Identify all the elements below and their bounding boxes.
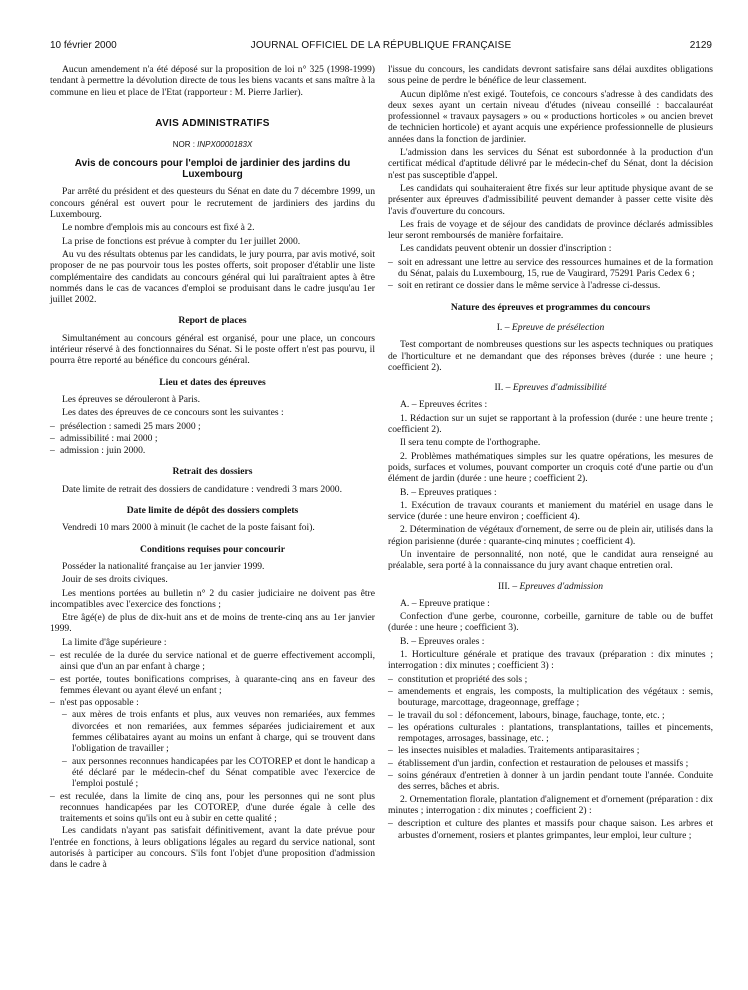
paragraph: Il sera tenu compte de l'orthographe.	[400, 437, 541, 449]
ornementation-list	[388, 818, 713, 841]
paragraph: Les candidats qui souhaiteraient être fixés sur leur aptitude physique avant de se présenter aux épreuves d'admissibilité peuvent demander à passer cette visite dès l'avis d'ouverture du concours.	[388, 182, 713, 217]
section-heading-depot: Date limite de dépôt des dossiers complets	[126, 505, 299, 517]
list-item: – description et culture des plantes et massifs pour chaque saison. Les arbres et arbustes d'ornement, rosiers et plantes grimpantes, leur emploi, leur culture ;	[388, 818, 713, 841]
paragraph: L'admission dans les services du Sénat est subordonnée à la production d'un certificat médical d'aptitude délivré par le médecin-chef du Sénat, dont la décision n'est pas susceptible d'appel.	[388, 147, 713, 181]
section-heading-retrait: Retrait des dossiers	[172, 466, 253, 478]
section-heading-conditions: Conditions requises pour concourir	[140, 543, 285, 555]
paragraph: Un inventaire de personnalité, non noté, que le candidat aura renseigné au préalable, sera porté à la connaissance du jury avant chaque entretien oral.	[388, 548, 713, 572]
header-date: 10 février 2000	[50, 40, 117, 51]
paragraph: 1. Exécution de travaux courants et maniement du matériel en usage dans le service (durée : une heure environ ; coefficient 4).	[388, 499, 713, 523]
horticulture-list	[388, 674, 713, 793]
nor-code: INPX0000183X	[197, 140, 253, 150]
subsection-title: Epreuves d'admissibilité	[512, 382, 607, 394]
paragraph: Aucun diplôme n'est exigé. Toutefois, ce concours s'adresse à des candidats des deux sexes ayant un certain niveau d'études (niveau conseillé : baccalauréat professionnel « travaux paysagers » ou « productions horticoles » ou ancien brevet de technicien horticole) et ayant acquis une expérience professionnelle de plusieurs années dans la fonction de jardinier.	[388, 88, 713, 145]
age-limit-list	[50, 650, 375, 824]
list-item: – constitution et propriété des sols ;	[388, 674, 713, 685]
paragraph: 2. Problèmes mathématiques simples sur les quatre opérations, les mesures de poids, surfaces et volumes, pouvant comporter un croquis coté d'une partie ou d'un élément de jardin (durée : une heure ; coefficient 2).	[388, 450, 713, 485]
list-item: – établissement d'un jardin, confection et restauration de pelouses et massifs ;	[388, 758, 713, 769]
sub-list-item: – aux personnes reconnues handicapées par les COTOREP et dont le handicap a été déclaré par le médecin-chef du Sénat compatible avec l'exercice de l'emploi postulé ;	[50, 756, 375, 790]
subsection-title: Epreuves d'admission	[519, 580, 604, 592]
paragraph: Etre âgé(e) de plus de dix-huit ans et de moins de trente-cinq ans au 1er janvier 1999.	[50, 612, 375, 635]
list-item: – n'est pas opposable :	[50, 697, 375, 708]
paragraph: l'issue du concours, les candidats devront satisfaire sans délai auxdites obligations sous peine de perdre le bénéfice de leur classement.	[388, 64, 713, 87]
subsection-title: Epreuve de présélection	[511, 321, 605, 333]
paragraph: B. – Epreuves orales :	[400, 635, 485, 647]
paragraph: Les mentions portées au bulletin n° 2 du casier judiciaire ne doivent pas être incompatibles avec l'exercice des fonctions ;	[50, 587, 375, 610]
paragraph: Simultanément au concours général est organisé, pour une place, un concours intérieur réservé à des fonctionnaires du Sénat. Si le poste offert n'est pas pourvu, il pourra être reporté au bénéfice du concours général.	[50, 332, 375, 367]
dossier-list	[388, 257, 713, 292]
subsection-number: I. –	[496, 321, 512, 333]
list-item: – admission : juin 2000.	[50, 445, 375, 456]
paragraph: Les épreuves se dérouleront à Paris.	[62, 393, 200, 405]
list-item: – amendements et engrais, les composts, la multiplication des végétaux : semis, bouturage, marcottage, drageonnage, greffage ;	[388, 686, 713, 709]
journal-title: JOURNAL OFFICIEL DE LA RÉPUBLIQUE FRANÇAISE	[250, 40, 512, 51]
paragraph: B. – Epreuves pratiques :	[400, 486, 497, 498]
list-item: – est reculée de la durée du service national et de guerre effectivement accompli, ainsi que d'un an par enfant à charge ;	[50, 650, 375, 673]
subsection-number: III. –	[497, 580, 520, 592]
paragraph: A. – Epreuves écrites :	[400, 399, 488, 411]
paragraph: Jouir de ses droits civiques.	[62, 574, 168, 586]
paragraph: Confection d'une gerbe, couronne, corbeille, garniture de table ou de buffet (durée : une heure ; coefficient 3).	[388, 611, 713, 634]
paragraph: Date limite de retrait des dossiers de candidature : vendredi 3 mars 2000.	[62, 483, 342, 495]
list-item: – présélection : samedi 25 mars 2000 ;	[50, 421, 375, 432]
list-item: – est reculée, dans la limite de cinq ans, pour les personnes qui ne sont plus reconnues handicapées par les COTOREP, d'une durée égale à celle des traitements et soins qu'ils ont eu à subir en cette qualité ;	[50, 791, 375, 825]
paragraph: 2. Ornementation florale, plantation d'alignement et d'ornement (préparation : dix minutes ; interrogation : dix minutes ; coefficient 2) :	[388, 793, 713, 816]
paragraph: 1. Rédaction sur un sujet se rapportant à la profession (durée : une heure trente ; coefficient 2).	[388, 412, 713, 436]
paragraph: La limite d'âge supérieure :	[62, 636, 167, 648]
subsection-heading-admission	[388, 581, 713, 592]
paragraph: A. – Epreuve pratique :	[400, 597, 490, 609]
avis-title: AVIS ADMINISTRATIFS	[155, 117, 270, 129]
list-item: – le travail du sol : défoncement, labours, binage, fauchage, tonte, etc. ;	[388, 710, 713, 721]
section-heading-nature: Nature des épreuves et programmes du concours	[450, 301, 651, 313]
list-item: – les opérations culturales : plantations, transplantations, tailles et pincements, rempotages, arrosages, bassinage, etc. ;	[388, 722, 713, 745]
sub-list-item: – aux mères de trois enfants et plus, aux veuves non remariées, aux femmes divorcées et non remariées, aux femmes séparées judiciairement et aux femmes célibataires ayant au moins un enfant à charge, qui se trouvent dans l'obligation de travailler ;	[50, 709, 375, 754]
paragraph: Les candidats n'ayant pas satisfait définitivement, avant la date prévue pour l'entrée en fonctions, à leurs obligations légales au regard du service national, sont autorisés à participer au concours. S'ils font l'objet d'une proposition d'admission dans le cadre à	[50, 825, 375, 871]
intro-paragraph: Aucun amendement n'a été déposé sur la proposition de loi n° 325 (1998-1999) tendant à permettre la dévolution directe de tous les biens vacants et sans maître à la commune en lieu et place de l'Etat (rapporteur : M. Pierre Jarlier).	[50, 64, 375, 98]
section-heading-lieu: Lieu et dates des épreuves	[159, 376, 266, 388]
paragraph: Les dates des épreuves de ce concours sont les suivantes :	[62, 407, 284, 419]
paragraph: 1. Horticulture générale et pratique des travaux (préparation : dix minutes ; interrogation : dix minutes ; coefficient 3) :	[388, 649, 713, 672]
list-item: – soins généraux d'entretien à donner à un jardin pendant toute l'année. Conduite des serres, bâches et abris.	[388, 770, 713, 793]
paragraph: Les candidats peuvent obtenir un dossier d'inscription :	[400, 243, 612, 255]
list-item: – soit en adressant une lettre au service des ressources humaines et de la formation du Sénat, palais du Luxembourg, 15, rue de Vaugirard, 75291 Paris Cedex 6 ;	[388, 257, 713, 280]
page-header	[50, 40, 712, 56]
paragraph: 2. Détermination de végétaux d'ornement, de serre ou de plein air, utilisés dans la région parisienne (durée : quarante-cinq minutes ; coefficient 4).	[388, 524, 713, 547]
nor-label: NOR :	[172, 140, 198, 150]
paragraph: Les frais de voyage et de séjour des candidats de province déclarés admissibles leur seront remboursés de manière forfaitaire.	[388, 218, 713, 242]
subsection-heading-preselection	[388, 322, 713, 333]
subsection-heading-admissibilite	[388, 382, 713, 393]
list-item: – est portée, toutes bonifications comprises, à quarante-cinq ans en faveur des femmes élevant ou ayant élevé un enfant ;	[50, 674, 375, 697]
paragraph: Vendredi 10 mars 2000 à minuit (le cachet de la poste faisant foi).	[62, 522, 315, 534]
paragraph: La prise de fonctions est prévue à compter du 1er juillet 2000.	[62, 235, 301, 247]
paragraph: Au vu des résultats obtenus par les candidats, le jury pourra, par avis motivé, soit proposer de ne pas pourvoir tous les postes offerts, soit proposer d'établir une liste complémentaire des candidats au concours général qui lui paraîtraient aptes à être nommés dans le cas de vacances d'emploi se produisant dans le cadre jusqu'au 1er juillet 2002.	[50, 248, 375, 306]
subsection-number: II. –	[494, 382, 513, 394]
right-column	[388, 64, 713, 842]
list-item: – les insectes nuisibles et maladies. Traitements antiparasitaires ;	[388, 745, 713, 756]
section-heading-report: Report de places	[178, 315, 247, 327]
paragraph: Le nombre d'emplois mis au concours est fixé à 2.	[62, 222, 255, 234]
paragraph: Par arrêté du président et des questeurs du Sénat en date du 7 décembre 1999, un concours général est ouvert pour le recrutement de jardiniers des jardins du Luxembourg.	[50, 186, 375, 221]
left-column	[50, 64, 375, 873]
page-number: 2129	[689, 40, 712, 51]
list-item: – admissibilité : mai 2000 ;	[50, 433, 375, 444]
dates-list	[50, 421, 375, 457]
nor-reference	[50, 139, 375, 150]
paragraph: Posséder la nationalité française au 1er janvier 1999.	[62, 560, 265, 572]
avis-subtitle: Avis de concours pour l'emploi de jardinier des jardins du Luxembourg	[74, 158, 351, 181]
paragraph: Test comportant de nombreuses questions sur les aspects techniques ou pratiques de l'horticulture et ne demandant que des réponses brèves (durée : une heure ; coefficient 2).	[388, 339, 713, 373]
list-item: – soit en retirant ce dossier dans le même service à l'adresse ci-dessus.	[388, 280, 713, 291]
